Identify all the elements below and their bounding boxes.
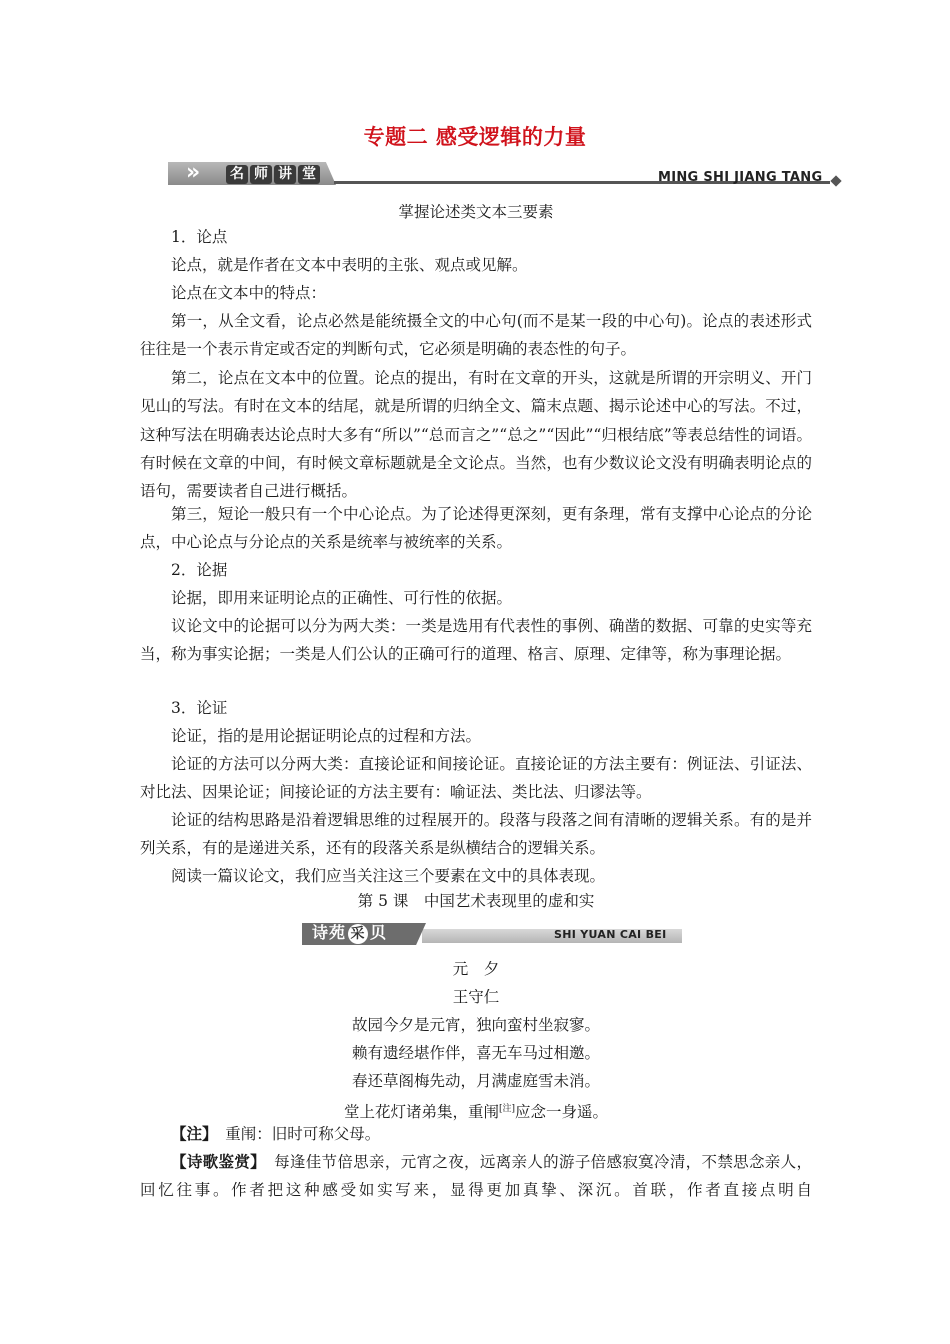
poem-author: 王守仁 xyxy=(452,988,500,1006)
paragraph: 阅读一篇议论文，我们应当关注这三个要素在文中的具体表现。 xyxy=(171,867,606,885)
footnote-marker: [注] xyxy=(498,1104,516,1114)
paragraph: 第三，短论一般只有一个中心论点。为了论述得更深刻，更有条理，常有支撑中心论点的分论点，中心论点与分论点的关系是统率与被统率的关系。 xyxy=(140,505,812,552)
poem-title: 元 夕 xyxy=(452,960,500,978)
page-title: 专题二 感受逻辑的力量 xyxy=(363,125,587,149)
paragraph: 论证，指的是用论据证明论点的过程和方法。 xyxy=(171,727,482,745)
banner-char: 诗 xyxy=(312,923,330,942)
appreciation-label: 【诗歌鉴赏】 xyxy=(171,1152,259,1171)
note-label: 【注】 xyxy=(171,1124,210,1143)
banner-label-en: SHI YUAN CAI BEI xyxy=(554,928,667,941)
banner-char: 堂 xyxy=(298,165,320,184)
banner-char: 贝 xyxy=(370,923,388,942)
poem-appreciation xyxy=(140,1148,812,1205)
diamond-icon xyxy=(830,175,841,186)
paragraph: 论证的方法可以分两大类：直接论证和间接论证。直接论证的方法主要有：例证法、引证法、对比法、因果论证；间接论证的方法主要有：喻证法、类比法、归谬法等。 xyxy=(140,755,812,802)
poem-line: 春还草阁梅先动，月满虚庭雪未消。 xyxy=(351,1072,600,1090)
section-banner-ming-shi-jiang-tang xyxy=(168,160,840,186)
poem-line: 赖有遗经堪作伴，喜无车马过相邀。 xyxy=(351,1044,600,1062)
note-text: 重闱：旧时可称父母。 xyxy=(209,1125,381,1143)
banner-char: 师 xyxy=(250,165,272,184)
banner-char-circled: 采 xyxy=(348,924,368,944)
banner-label-en: MING SHI JIANG TANG xyxy=(658,170,823,185)
lesson-title: 第 5 课 中国艺术表现里的虚和实 xyxy=(357,892,595,910)
section-heading: 掌握论述类文本三要素 xyxy=(398,203,554,221)
paragraph: 第一，从全文看，论点必然是能统摄全文的中心句(而不是某一段的中心句)。论点的表述形式往往是一个表示肯定或否定的判断句式，它必须是明确的表态性的句子。 xyxy=(140,312,812,359)
section-banner-shi-yuan-cai-bei xyxy=(302,921,682,947)
paragraph: 论点，就是作者在文本中表明的主张、观点或见解。 xyxy=(171,256,528,274)
paragraph: 论点在文本中的特点： xyxy=(171,284,327,302)
poem-line-text: 堂上花灯诸弟集，重闱 xyxy=(343,1103,499,1121)
poem-line-text: 应念一身遥。 xyxy=(515,1103,609,1121)
paragraph: 论证的结构思路是沿着逻辑思维的过程展开的。段落与段落之间有清晰的逻辑关系。有的是并列关系，有的是递进关系，还有的段落关系是纵横结合的逻辑关系。 xyxy=(140,811,812,858)
note xyxy=(140,1120,812,1148)
banner-label-cn xyxy=(312,924,387,944)
paragraph: 第二，论点在文本中的位置。论点的提出，有时在文章的开头，这就是所谓的开宗明义、开门见山的写法。有时在文本的结尾，就是所谓的归纳全文、篇末点题、揭示论述中心的写法。不过，这种写法在明确表达论点时大多有“所以”“总而言之”“总之”“因此”“归根结底”等表总结性的词语。有时候在文章的中间，有时候文章标题就是全文论点。当然，也有少数议论文没有明确表明论点的语句，需要读者自己进行概括。 xyxy=(140,369,812,501)
paragraph: 议论文中的论据可以分为两大类：一类是选用有代表性的事例、确凿的数据、可靠的史实等充当，称为事实论据；一类是人们公认的正确可行的道理、格言、原理、定律等，称为事理论据。 xyxy=(140,617,812,664)
appreciation-text: 每逢佳节倍思亲，元宵之夜，远离亲人的游子倍感寂寞冷清，不禁思念亲人，回忆往事。作者把这种感受如实写来，显得更加真挚、深沉。首联，作者直接点明自 xyxy=(140,1153,812,1200)
double-chevron-icon: » xyxy=(186,160,195,185)
point-heading: 3．论证 xyxy=(171,699,228,717)
banner-char: 讲 xyxy=(274,165,296,184)
point-heading: 2．论据 xyxy=(171,561,228,579)
poem-line: 故园今夕是元宵，独向蛮村坐寂寥。 xyxy=(351,1016,600,1034)
banner-char: 名 xyxy=(226,165,248,184)
point-heading: 1．论点 xyxy=(171,228,228,246)
paragraph: 论据，即用来证明论点的正确性、可行性的依据。 xyxy=(171,589,513,607)
banner-char: 苑 xyxy=(329,923,347,942)
banner-label-cn xyxy=(226,163,322,184)
